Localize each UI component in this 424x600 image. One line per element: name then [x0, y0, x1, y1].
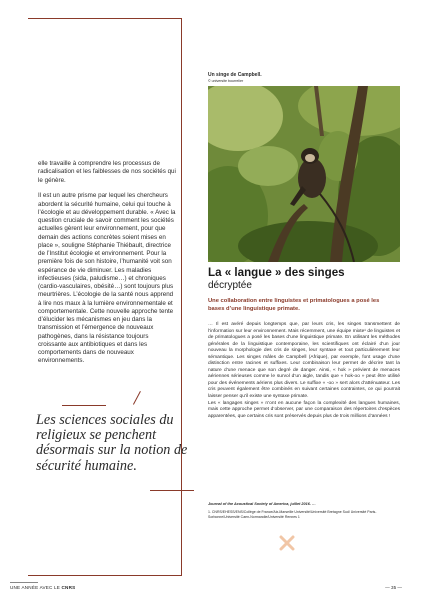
article-body-paragraph-1: … Il est avéré depuis longtemps que, par leurs cris, les singes transmettent de l’information sur leur environnement. Mais récemment, une équipe mixte¹ de linguistes et de primatologues a posé les bases d’une linguistique primate. En utilisant les méthodes générales de la linguistique contemporaine, les scientifiques ont éclairé d’un jour nouveau la morphologie des cris de singes, leur syntaxe et tout particulièrement leur sémantique. Les singes mâles de Campbell (Afrique), par exemple, font usage d’une distinction entre racines et suffixes. Leur combinaison leur permet de décrire tant la nature d’une menace que son degré de danger. Ainsi, « hok » prévient de menaces aériennes sérieuses comme le survol d’un aigle, tandis que « hok-oo » peut être utilisé pour des événements aériens plus divers. Le suffixe « -oo » sert alors d’atténuateur. Les cris peuvent également être combinés en suivant certaines contraintes, ce qui pourrait laisser penser qu’il existe une syntaxe primate. — [208, 322, 400, 400]
photo-caption-text: Un singe de Campbell. — [208, 72, 262, 78]
article-body — [208, 322, 400, 420]
page-number: — 35 — — [385, 585, 402, 590]
footer-rule — [10, 582, 38, 583]
pull-quote-rule-bottom — [150, 490, 194, 491]
footnote: 1. CNRS/EHESS/ENS/Collège de France/Aix-Marseille Université/Université Bretagne Sud/ Université Paris-Sorbonne/Université Caen-Normandie/Université Rennes 1 — [208, 510, 377, 519]
article-lead: Une collaboration entre linguistes et primatologues a posé les bases d’une linguistique primate. — [208, 298, 380, 312]
journal-reference: Journal of the Acoustical Society of America, juillet 2016. … — [208, 502, 316, 506]
article-body-paragraph-2: Les « langages singes » n’ont en aucune façon la complexité des langues humaines, mais cette approche permet d’observer, par une comparaison des répertoires d’espèces apparentées, que certains cris sont préservés depuis plus de trois millions d’années ! — [208, 400, 400, 419]
pull-quote: Les sciences sociales du religieux se penchent désormais sur la notion de sécurité humaine. — [36, 412, 188, 474]
footer-prefix: UNE ANNÉE AVEC LE — [10, 585, 61, 590]
left-paragraph-1: elle travaille à comprendre les processus de radicalisation et les faiblesses de nos sociétés qui le génère. — [38, 160, 176, 184]
photo-credit: © universite bourrelier — [208, 79, 244, 83]
pull-quote-rule-top — [62, 405, 106, 406]
left-paragraph-2: Il est un autre prisme par lequel les chercheurs abordent la sécurité humaine, celui qui touche à l’écologie et au développement durable. « Avec la question cruciale de savoir comment les sociétés actuelles gèrent leur environnement, pour que demain des actions concrètes soient mises en place », souligne Stéphanie Thiébault, directrice de l’Institut écologie et environnement. Pour la première fois de son histoire, l’humanité voit son espérance de vie diminuer. Les maladies infectieuses (sida, paludisme…) et chroniques (cardio-vasculaires, obésité…) sont toujours plus meurtrières. L’écologie de la santé nous apprend à lire nos maux à la lumière environnementale et comportementale. Cette nouvelle approche tente d’élucider les mécanismes en jeu dans la transmission et l’émergence de nouveaux pathogènes, dans la résistance toujours croissante aux antibiotiques et dans les comportements dans de nouveaux environnements. — [38, 192, 176, 365]
article-subtitle: décryptée — [208, 280, 252, 291]
footer-brand: CNRS — [61, 585, 76, 590]
monkey-photo-illustration — [208, 86, 400, 262]
cross-ornament-icon — [279, 535, 295, 551]
monkey-photo — [208, 86, 400, 262]
footer-publication — [10, 585, 75, 590]
photo-caption — [208, 72, 262, 84]
left-column-text — [38, 160, 178, 366]
article-title: La « langue » des singes — [208, 266, 345, 279]
